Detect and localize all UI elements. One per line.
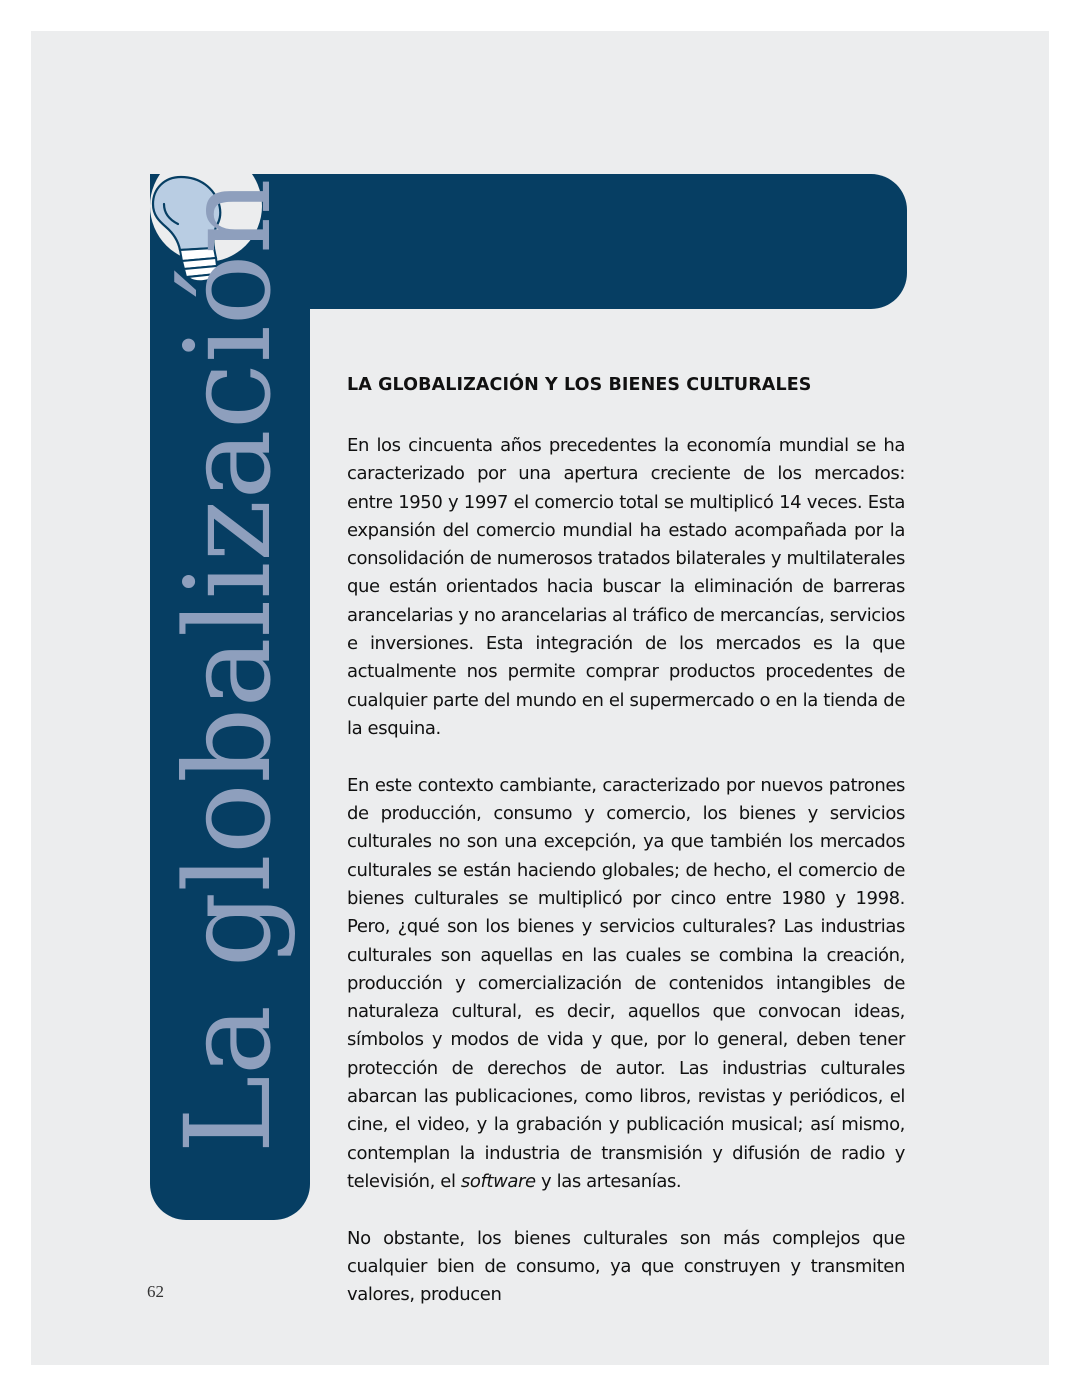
paragraph-2-text-start: En este contexto cambiante, caracterizado por nuevos patrones de producción, consumo y comercio, los bienes y servicios culturales no son una excepción, ya que también los mercados culturales se están haciendo globales; de hecho, el comercio de bienes culturales se multiplicó por cinco entre 1980 y 1998. Pero, ¿qué son los bienes y servicios culturales? Las industrias culturales son aquellas en las cuales se combina la creación, producción y comercialización de contenidos intangibles de naturaleza cultural, es decir, aquellos que convocan ideas, símbolos y modos de vida y que, por lo general, deben tener protección de derechos de autor. Las industrias culturales abarcan las publicaciones, como libros, revistas y periódicos, el cine, el video, y la grabación y publicación musical; así mismo, contemplan la industria de transmisión y difusión de radio y televisión, el: [347, 774, 905, 1192]
paragraph-2-text-end: y las artesanías.: [535, 1170, 682, 1192]
paragraph-1: En los cincuenta años precedentes la economía mundial se ha caracterizado por una apertura creciente de los mercados: entre 1950 y 1997 el comercio total se multiplicó 14 veces. Esta expansión del comercio mundial ha estado acompañada por la consolidación de numerosos tratados bilaterales y multilaterales que están orientados hacia buscar la eliminación de barreras arancelarias y no arancelarias al tráfico de mercancías, servicios e inversiones. Esta integración de los mercados es la que actualmente nos permite comprar productos procedentes de cualquier parte del mundo en el supermercado o en la tienda de la esquina.: [347, 435, 905, 739]
header-bar: [238, 174, 907, 309]
sidebar-title: La globalización: [159, 178, 297, 1154]
article-heading: LA GLOBALIZACIÓN Y LOS BIENES CULTURALES: [347, 375, 812, 395]
paragraph-2-italic-term: software: [460, 1170, 536, 1192]
page-number: 62: [147, 1282, 164, 1301]
article-body: [347, 372, 905, 1310]
paragraph-3: No obstante, los bienes culturales son más complejos que cualquier bien de consumo, ya que construyen y transmiten valores, producen: [347, 1227, 905, 1306]
paragraph-2: [347, 772, 905, 1196]
